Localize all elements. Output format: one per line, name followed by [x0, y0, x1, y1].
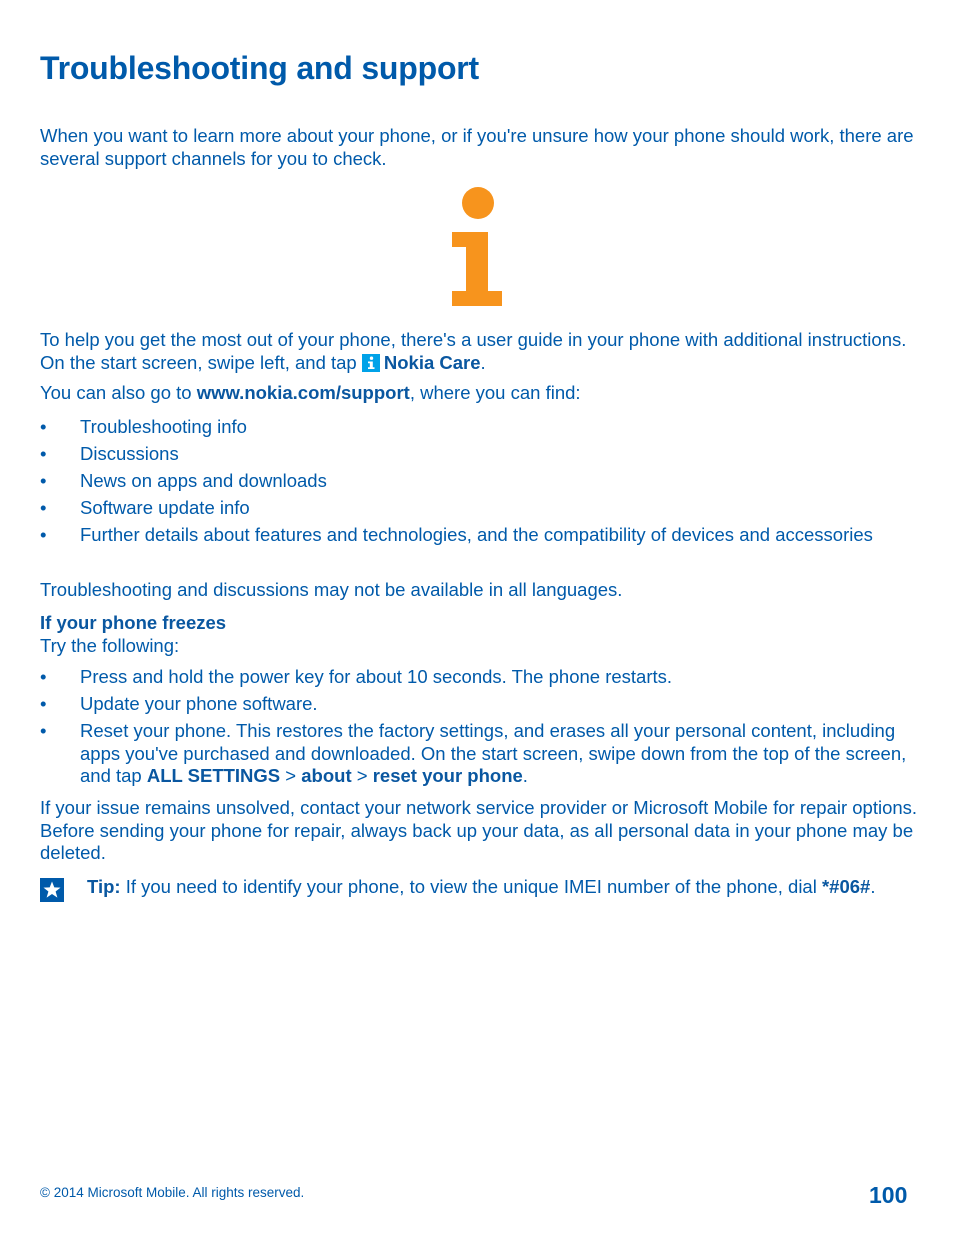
tip-label: Tip:	[87, 876, 121, 897]
nokia-care-link[interactable]: Nokia Care	[383, 351, 481, 373]
list-item: • Troubleshooting info	[40, 416, 247, 437]
page-title: Troubleshooting and support	[40, 50, 480, 86]
imei-code: *#06#	[821, 876, 871, 897]
intro-paragraph: When you want to learn more about your phone, or if you're unsure how your phone should work, there are several support channels for you to check.	[40, 125, 914, 169]
freezes-list	[40, 666, 920, 792]
unsolved-paragraph: If your issue remains unsolved, contact your network service provider or Microsoft Mobile for repair options. Before sending your phone for repair, always back up your data, as all personal data in your phone may be deleted.	[40, 797, 918, 863]
tip-paragraph: Tip: If you need to identify your phone, to view the unique IMEI number of the phone, dial *#06#.	[87, 876, 876, 897]
reset-phone-link[interactable]: reset your phone	[372, 765, 523, 786]
list-item: • Discussions	[40, 443, 179, 464]
support-link[interactable]: www.nokia.com/support	[196, 382, 410, 403]
list-item: • News on apps and downloads	[40, 470, 327, 491]
list-item: • Software update info	[40, 497, 250, 518]
support-paragraph: You can also go to www.nokia.com/support, where you can find:	[40, 382, 581, 403]
info-icon	[449, 187, 505, 311]
guide-paragraph: To help you get the most out of your phone, there's a user guide in your phone with additional instructions. On the start screen, swipe left, and tap Nokia Care.	[40, 329, 907, 373]
page-number: 100	[869, 1182, 908, 1208]
list-item: • Update your phone software.	[40, 693, 318, 714]
nokia-care-icon	[362, 354, 380, 372]
support-list	[40, 416, 920, 551]
list-item: • Press and hold the power key for about 10 seconds. The phone restarts.	[40, 666, 673, 687]
star-icon	[40, 878, 64, 902]
freezes-lead: Try the following:	[40, 635, 180, 656]
about-link[interactable]: about	[301, 765, 352, 786]
all-settings-link[interactable]: ALL SETTINGS	[146, 765, 281, 786]
list-item: • Reset your phone. This restores the factory settings, and erases all your personal content, including apps you've purchased and downloaded. On the start screen, swipe down from the top of the screen, and tap ALL SETTINGS > about > reset your phone.	[40, 720, 907, 786]
list-item: • Further details about features and technologies, and the compatibility of devices and accessories	[40, 524, 873, 545]
freezes-heading: If your phone freezes	[40, 612, 227, 633]
copyright: © 2014 Microsoft Mobile. All rights reserved.	[40, 1185, 305, 1200]
availability-note: Troubleshooting and discussions may not be available in all languages.	[40, 579, 623, 600]
